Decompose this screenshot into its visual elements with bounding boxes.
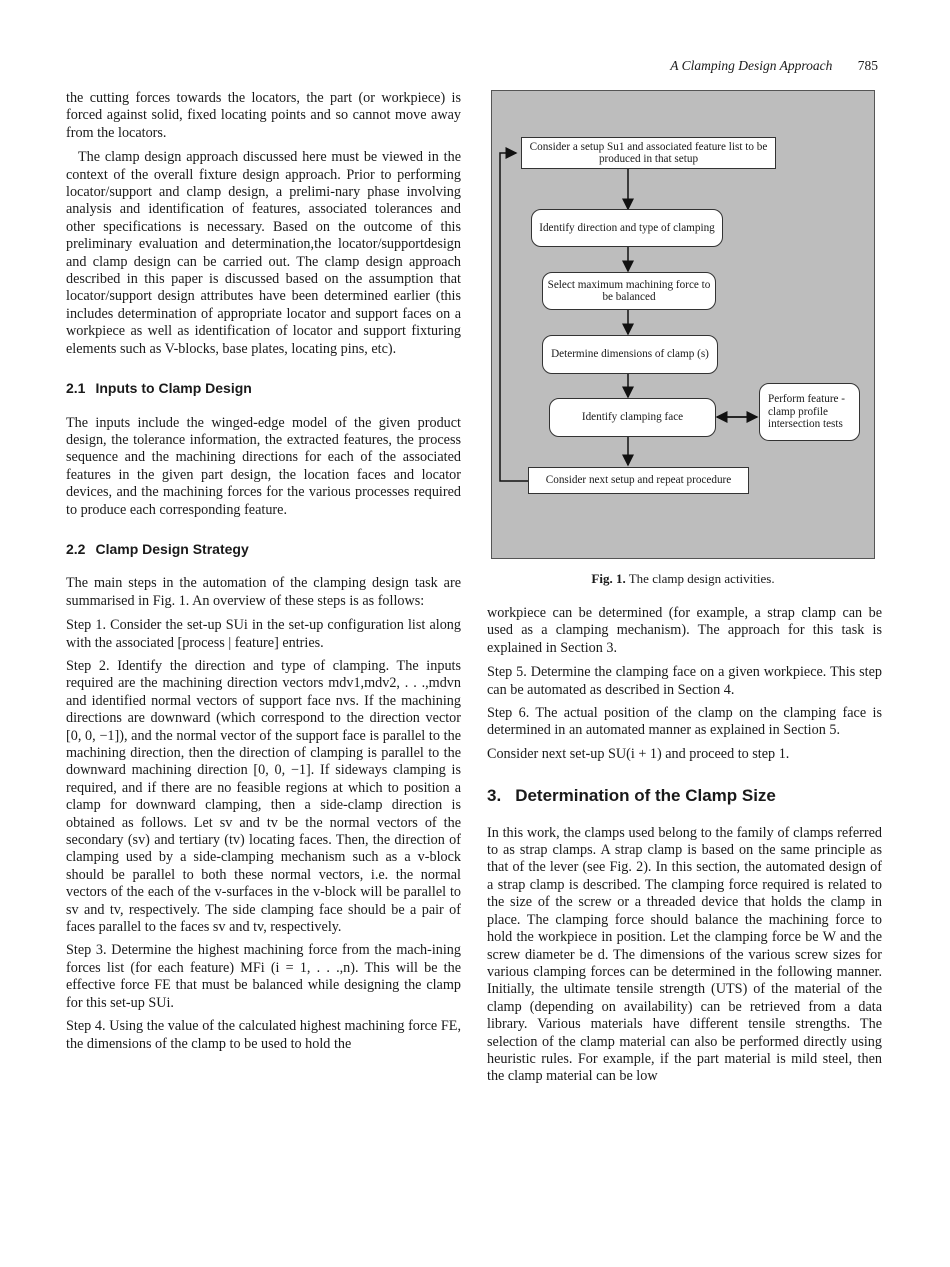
step-4: Step 4. Using the value of the calculated highest machining force FE, the dimensions of the clamp to be used to hold the: [66, 1018, 461, 1052]
flow-box-determine-dimensions: Determine dimensions of clamp (s): [542, 335, 718, 374]
paragraph: the cutting forces towards the locators, the part (or workpiece) is forced against solid, fixed locating points and so cannot move away from the locators.: [66, 90, 461, 141]
flow-box-identify-direction: Identify direction and type of clamping: [531, 209, 723, 247]
flow-box-identify-face: Identify clamping face: [549, 398, 716, 437]
paragraph: The inputs include the winged-edge model of the given product design, the tolerance information, the extracted features, the process sequence and the machining directions for each of the associated features in the given part design, the location faces and locator devices, and the machining forces for the various processes required to produce each corresponding feature.: [66, 414, 461, 518]
left-column: [66, 90, 461, 1059]
step-5: Step 5. Determine the clamping face on a given workpiece. This step can be automated as described in Section 4.: [487, 664, 882, 698]
running-header: [670, 58, 878, 74]
loop-back-arrow: [500, 153, 528, 481]
figure-caption: [491, 571, 875, 587]
page-number: 785: [857, 58, 878, 73]
section-number: 3.: [487, 786, 502, 806]
paragraph: The clamp design approach discussed here must be viewed in the context of the overall fixture design approach. Prior to performing locator/support and clamp design, a prelimi-nary phase involving analysis and identification of features, associated tolerances and other specifications is necessary. Based on the outcome of this preliminary evaluation and determination,the locator/supportdesign and clamp design can be carried out. The clamp design approach described in this paper is discussed based on the assumption that locator/support design attributes have been determined earlier (this includes determination of appropriate locator and support faces on a workpiece as well as identification of locator and support fixturing elements such as V-blocks, base plates, locating pins, etc).: [66, 149, 461, 357]
flow-box-select-force: Select maximum machining force to be balanced: [542, 272, 716, 310]
paragraph: workpiece can be determined (for example, a strap clamp can be used as a clamping mechanism). The approach for this task is explained in Section 3.: [487, 605, 882, 656]
subsection-title: Clamp Design Strategy: [95, 540, 249, 557]
paragraph: In this work, the clamps used belong to the family of clamps referred to as strap clamps. A strap clamp is based on the same principle as that of the lever (see Fig. 2). In this section, the automated design of a strap clamp is described. The clamping force required is related to the size of the screw or a threaded device that holds the clamp in place. The clamping force should balance the machining force to hold the workpiece in position. Let the clamping force be W and the screw diameter be d. The dimensions of the various screw sizes for various clamping forces can be determined in the following manner. Initially, the ultimate tensile strength (UTS) of the material of the clamp (depending on availability) can be retrieved from a data library. Various materials have different tensile strengths. The selection of the clamp material can also be performed directly using heuristic rules. For example, if the part material is mild steel, then the clamp material can be low: [487, 824, 882, 1085]
next-setup-line: Consider next set-up SU(i + 1) and proceed to step 1.: [487, 745, 790, 762]
figure-1-flowchart: [491, 90, 875, 559]
subsection-number: 2.1: [66, 380, 86, 397]
flow-box-consider-setup: Consider a setup Su1 and associated feature list to be produced in that setup: [521, 137, 776, 169]
paragraph: The main steps in the automation of the clamping design task are summarised in Fig. 1. An overview of these steps is as follows:: [66, 575, 461, 609]
caption-text: The clamp design activities.: [628, 571, 775, 586]
flow-box-next-setup: Consider next setup and repeat procedure: [528, 467, 749, 494]
subsection-title: Inputs to Clamp Design: [95, 380, 252, 397]
step-2: Step 2. Identify the direction and type of clamping. The inputs required are the machining direction vectors mdv1,mdv2, . . .,mdvn and identified normal vectors of support face nvs. If the machining directions are downward (which correspond to the direction vector [0, 0, −1]), and the normal vector of the support face is parallel to the machining direction, then the direction of clamping is parallel to the downward machining direction [0, 0, −1]. If sideways clamping is required, and if there are no feasible regions at which to position a clamp for downward clamping, then a side-clamp direction is obtained as follows. Let sv and tv be the normal vectors of the secondary (sv) and tertiary (tv) locating faces. Then, the direction of clamping used by a side-clamping mechanism such as a v-block should be parallel to both these normal vectors, i.e. the normal vectors of the each of the v-surfaces in the v-block will be parallel to sv and tv, respectively. The side clamping face should be a pair of faces parallel to the faces sv and tv, respectively.: [66, 657, 461, 936]
running-title: A Clamping Design Approach: [670, 58, 833, 73]
step-1: Step 1. Consider the set-up SUi in the set-up configuration list along with the associated [process | feature] entries.: [66, 617, 461, 651]
right-column: [487, 605, 882, 1093]
section-heading-3: [487, 787, 882, 804]
subsection-number: 2.2: [66, 540, 86, 557]
step-6: Step 6. The actual position of the clamp on the clamping face is determined in an automated manner as explained in Section 5.: [487, 705, 882, 739]
caption-label: Fig. 1.: [591, 571, 626, 586]
subsection-heading-2-1: [66, 380, 461, 397]
section-title: Determination of the Clamp Size: [515, 786, 776, 806]
subsection-heading-2-2: [66, 541, 461, 558]
step-3: Step 3. Determine the highest machining force from the mach-ining forces list (for each feature) MFi (i = 1, . . .,n). This will be the effective force FE that must be balanced while designing the clamp for this set-up SUi.: [66, 942, 461, 1011]
flow-box-intersection-tests: Perform feature - clamp profile intersection tests: [759, 383, 860, 441]
